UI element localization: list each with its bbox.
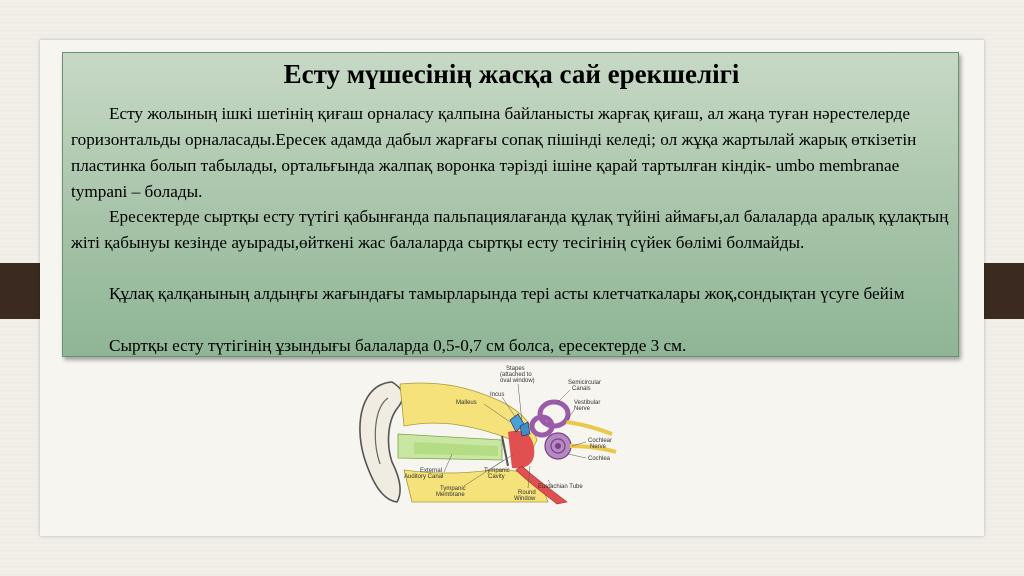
- semicircular-canals-shape: [540, 402, 568, 426]
- label-semicircular-1: Semicircular: [568, 380, 602, 386]
- label-vestibular-1: Vestibular: [574, 400, 601, 406]
- label-round-window-2: Window: [514, 496, 536, 502]
- paragraph-4: Сыртқы есту түтігінің ұзындығы балаларда 0,5-0,7 см болса, ересектерде 3 см.: [109, 336, 687, 355]
- label-stapes-note2: oval window): [500, 378, 535, 384]
- paragraph-2: Ересектерде сыртқы есту түтігі қабынғанда пальпациялағанда құлақ түйіні аймағы,ал балаларда аралық құлақтың жіті қабынуы кезінде ауырады,өйткені жас балаларда сыртқы есту тесігінің сүйек бөлімі болмайды.: [71, 207, 949, 252]
- ear-anatomy-illustration: [352, 362, 632, 510]
- paragraph-1: Есту жолының ішкі шетінің қиғаш орналасу қалпына байланысты жарғақ қиғаш, ал жаңа туған нәрестелерде горизонтальды орналасады.Ересек адамда дабыл жарғағы сопақ пішінді келеді; ол жұқа жартылай жарық өткізетін пластинка болып табылады, ортальғында жалпақ воронка тәрізді ішіне қарай тартылған кіндік- umbo membranae tympani – болады.: [71, 104, 917, 201]
- ear-anatomy-diagram: [352, 362, 632, 510]
- paragraph-3: Құлақ қалқанының алдыңғы жағындағы тамырларында тері асты клетчаткалары жоқ,сондықтан үсуге бейім: [109, 284, 905, 303]
- label-external-1: External: [420, 468, 443, 474]
- label-stapes: Stapes: [506, 366, 525, 372]
- label-stapes-note1: (attached to: [500, 372, 532, 378]
- tympanic-membrane-shape: [502, 436, 508, 466]
- label-incus: Incus: [490, 392, 505, 398]
- label-tympanic-membrane-2: Membrane: [436, 492, 465, 498]
- vestibular-nerve-shape: [566, 422, 612, 434]
- slide-title: Есту мүшесінің жасқа сай ерекшелігі: [283, 59, 740, 89]
- label-cochlea: Cochlea: [588, 456, 611, 462]
- label-semicircular-2: Canals: [572, 386, 591, 392]
- label-tympanic-cavity-1: Tympanic: [484, 468, 510, 474]
- label-malleus: Malleus: [456, 400, 477, 406]
- label-external-2: Auditory Canal: [404, 474, 444, 480]
- label-tympanic-membrane-1: Tympanic: [440, 486, 466, 492]
- label-vestibular-2: Nerve: [574, 406, 591, 412]
- label-cochlear-2: Nerve: [590, 444, 607, 450]
- label-tympanic-cavity-2: Cavity: [488, 474, 505, 480]
- auricle-shape: [360, 382, 403, 502]
- label-cochlear-1: Cochlear: [588, 438, 613, 444]
- label-eustachian: Eustachian Tube: [538, 484, 583, 490]
- label-round-window-1: Round: [518, 490, 536, 496]
- text-box: [62, 52, 959, 357]
